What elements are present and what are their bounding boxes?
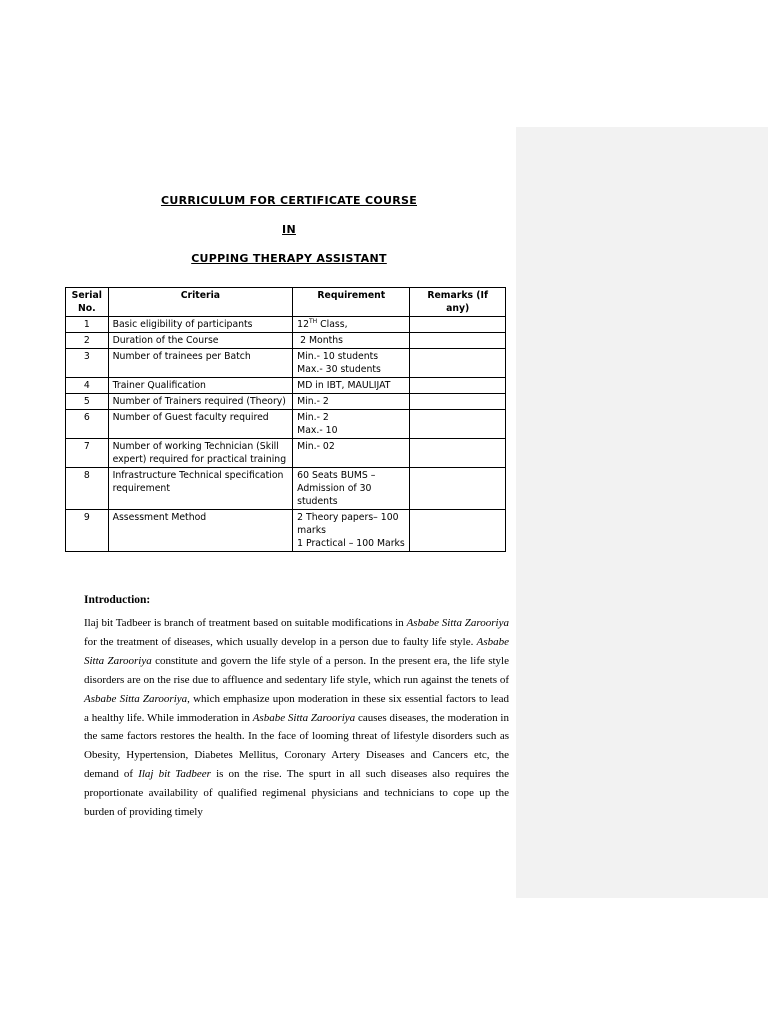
cell-requirement xyxy=(293,510,410,552)
requirement-line: 2 Theory papers– 100 marks xyxy=(297,512,399,536)
cell-remarks xyxy=(410,468,506,510)
intro-text-run: constitute and govern the life style of a person. In the present era, the life style disorders are on the rise due to affluence and sedentary life style, which run against the tenets of xyxy=(84,654,509,686)
cell-criteria: Trainer Qualification xyxy=(108,378,293,394)
intro-text-run: Ilaj bit Tadbeer is branch of treatment based on suitable modifications in xyxy=(84,617,407,629)
intro-text-run: causes diseases, the moderation in the same factors restores the health. In the face of looming threat of lifestyle disorders such as Obesity, Hypertension, Diabetes Mellitus, Coronary Artery Diseases and Cancers etc, the demand of xyxy=(84,711,509,781)
table-row xyxy=(66,349,506,378)
requirement-line: 1 Practical – 100 Marks xyxy=(297,538,405,549)
comment-pane xyxy=(516,127,768,898)
header-criteria: Criteria xyxy=(108,288,293,317)
cell-requirement: MD in IBT, MAULIJAT xyxy=(293,378,410,394)
table-header-row xyxy=(66,288,506,317)
cell-requirement xyxy=(293,317,410,333)
requirement-line: Max.- 10 xyxy=(297,425,338,436)
cell-criteria: Number of Trainers required (Theory) xyxy=(108,394,293,410)
cell-requirement: Min.- 2 xyxy=(293,394,410,410)
requirement-line: Max.- 30 students xyxy=(297,364,381,375)
cell-requirement xyxy=(293,349,410,378)
cell-requirement xyxy=(293,410,410,439)
header-serial: Serial No. xyxy=(66,288,109,317)
header-requirement: Requirement xyxy=(293,288,410,317)
curriculum-table xyxy=(65,287,506,552)
cell-serial: 3 xyxy=(66,349,109,378)
table-row xyxy=(66,410,506,439)
cell-remarks xyxy=(410,439,506,468)
cell-serial: 2 xyxy=(66,333,109,349)
cell-criteria: Infrastructure Technical specification requirement xyxy=(108,468,293,510)
course-title: CURRICULUM FOR CERTIFICATE COURSE xyxy=(160,194,418,207)
cell-remarks xyxy=(410,378,506,394)
title-connector: IN xyxy=(282,223,296,236)
cell-requirement: Min.- 02 xyxy=(293,439,410,468)
table-row xyxy=(66,333,506,349)
cell-criteria: Number of Guest faculty required xyxy=(108,410,293,439)
cell-serial: 4 xyxy=(66,378,109,394)
cell-requirement: 2 Months xyxy=(293,333,410,349)
intro-text-run: for the treatment of diseases, which usually develop in a person due to faulty life style. xyxy=(84,635,477,648)
cell-serial: 7 xyxy=(66,439,109,468)
cell-serial: 5 xyxy=(66,394,109,410)
requirement-line: Min.- 2 xyxy=(297,412,329,423)
requirement-line: Min.- 10 students xyxy=(297,351,379,362)
cell-criteria: Assessment Method xyxy=(108,510,293,552)
requirement-value: 12 xyxy=(297,319,310,330)
cell-remarks xyxy=(410,510,506,552)
cell-criteria: Number of trainees per Batch xyxy=(108,349,293,378)
intro-paragraph xyxy=(84,614,509,822)
table-row xyxy=(66,468,506,510)
course-subtitle: CUPPING THERAPY ASSISTANT xyxy=(191,252,387,265)
intro-italic-term: Asbabe Sitta Zarooriya xyxy=(406,617,509,629)
cell-remarks xyxy=(410,317,506,333)
requirement-superscript: TH xyxy=(309,317,318,325)
header-remarks: Remarks (If any) xyxy=(410,288,506,317)
table-row xyxy=(66,394,506,410)
intro-italic-term: Asbabe Sitta Zarooriya xyxy=(252,711,356,724)
table-row xyxy=(66,510,506,552)
table-row xyxy=(66,439,506,468)
cell-remarks xyxy=(410,410,506,439)
table-row xyxy=(66,378,506,394)
cell-serial: 1 xyxy=(66,317,109,333)
cell-serial: 8 xyxy=(66,468,109,510)
intro-text-run: , which emphasize upon moderation in these six essential factors to lead a healthy life. While immoderation in xyxy=(84,692,510,724)
cell-serial: 6 xyxy=(66,410,109,439)
intro-italic-term: Asbabe Sitta Zarooriya xyxy=(84,635,509,667)
cell-requirement: 60 Seats BUMS – Admission of 30 students xyxy=(293,468,410,510)
cell-criteria: Duration of the Course xyxy=(108,333,293,349)
cell-serial: 9 xyxy=(66,510,109,552)
intro-italic-term: Asbabe Sitta Zarooriya xyxy=(84,692,188,705)
cell-criteria: Basic eligibility of participants xyxy=(108,317,293,333)
intro-heading: Introduction: xyxy=(84,594,151,606)
intro-text-run: is on the rise. The spurt in all such diseases also requires the proportionate availability of qualified regimenal physicians and technicians to cope up the burden of providing timely xyxy=(84,768,510,819)
requirement-suffix: Class, xyxy=(317,319,348,330)
cell-criteria: Number of working Technician (Skill expert) required for practical training xyxy=(108,439,293,468)
cell-remarks xyxy=(410,349,506,378)
cell-remarks xyxy=(410,333,506,349)
cell-remarks xyxy=(410,394,506,410)
table-row xyxy=(66,317,506,333)
intro-italic-term: Ilaj bit Tadbeer xyxy=(138,768,211,781)
